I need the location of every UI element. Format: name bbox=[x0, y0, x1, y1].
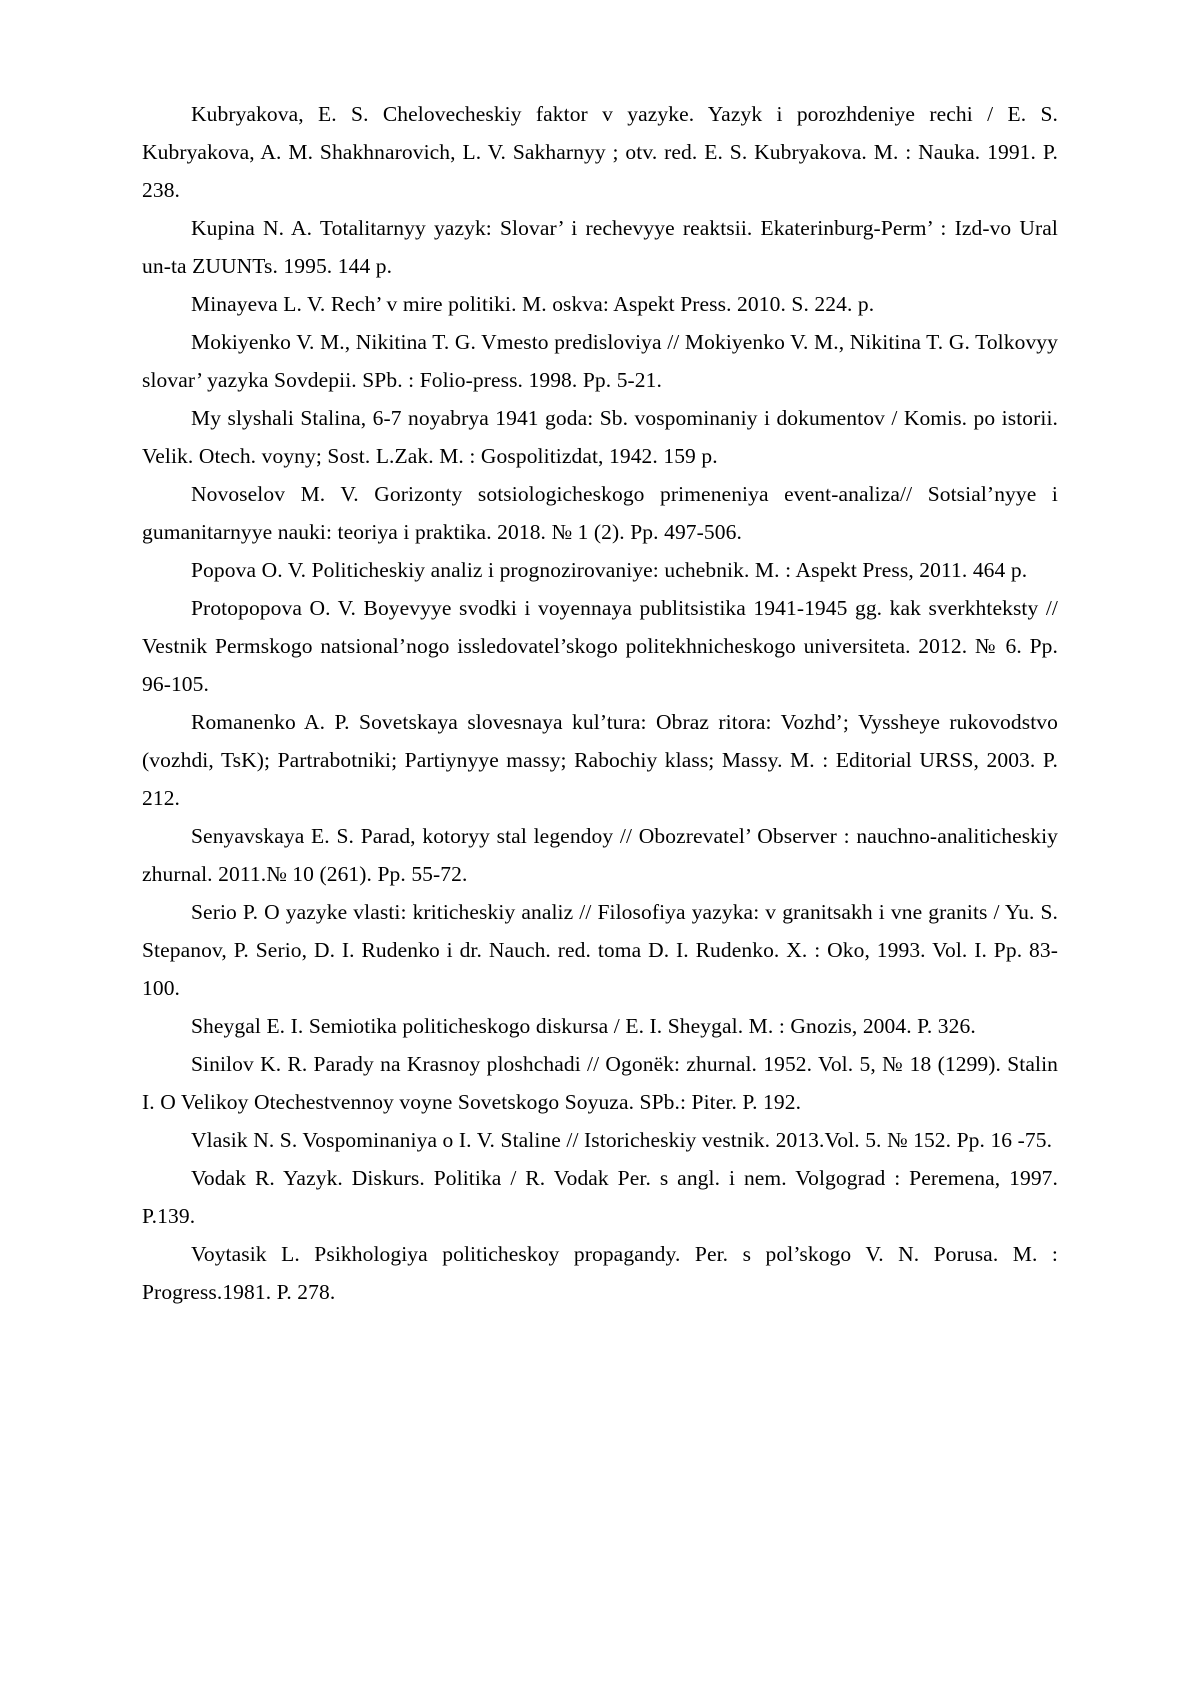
reference-entry: Romanenko A. P. Sovetskaya slovesnaya kul’tura: Obraz ritora: Vozhd’; Vyssheye rukovodstvo (vozhdi, TsK); Partrabotniki; Partiynyye massy; Rabochiy klass; Massy. M. : Editorial URSS, 2003. P. 212. bbox=[142, 710, 1058, 810]
reference-entry: Kupina N. A. Totalitarnyy yazyk: Slovar’ i rechevyye reaktsii. Ekaterinburg-Perm’ : Izd-vo Ural un-ta ZUUNTs. 1995. 144 p. bbox=[142, 216, 1058, 278]
reference-entry: Kubryakova, E. S. Chelovecheskiy faktor v yazyke. Yazyk i porozhdeniye rechi / E. S. Kubryakova, A. M. Shakhnarovich, L. V. Sakharnyy ; otv. red. E. S. Kubryakova. M. : Nauka. 1991. P. 238. bbox=[142, 102, 1058, 202]
reference-entry: Vlasik N. S. Vospominaniya o I. V. Staline // Istoricheskiy vestnik. 2013.Vol. 5. № 152. Pp. 16 -75. bbox=[191, 1128, 1053, 1152]
reference-entry: Protopopova O. V. Boyevyye svodki i voyennaya publitsistika 1941-1945 gg. kak sverkhteksty // Vestnik Permskogo natsional’nogo issledovatel’skogo politekhnicheskogo universiteta. 2012. № 6. Pp. 96-105. bbox=[142, 596, 1058, 696]
reference-entry: Voytasik L. Psikhologiya politicheskoy propagandy. Per. s pol’skogo V. N. Porusa. M. : Progress.1981. P. 278. bbox=[142, 1242, 1058, 1304]
reference-entry: Serio P. O yazyke vlasti: kriticheskiy analiz // Filosofiya yazyka: v granitsakh i vne granits / Yu. S. Stepanov, P. Serio, D. I. Rudenko i dr. Nauch. red. toma D. I. Rudenko. X. : Oko, 1993. Vol. I. Pp. 83-100. bbox=[142, 900, 1058, 1000]
reference-entry: My slyshali Stalina, 6-7 noyabrya 1941 goda: Sb. vospominaniy i dokumentov / Komis. po istorii. Velik. Otech. voyny; Sost. L.Zak. M. : Gospolitizdat, 1942. 159 p. bbox=[142, 406, 1058, 468]
reference-entry: Novoselov M. V. Gorizonty sotsiologicheskogo primeneniya event-analiza// Sotsial’nyye i gumanitarnyye nauki: teoriya i praktika. 2018. № 1 (2). Pp. 497-506. bbox=[142, 482, 1058, 544]
reference-entry: Vodak R. Yazyk. Diskurs. Politika / R. Vodak Per. s angl. i nem. Volgograd : Peremena, 1997. P.139. bbox=[142, 1166, 1058, 1228]
reference-entry: Sheygal E. I. Semiotika politicheskogo diskursa / E. I. Sheygal. M. : Gnozis, 2004. P. 326. bbox=[191, 1014, 976, 1038]
reference-entry: Sinilov K. R. Parady na Krasnoy ploshchadi // Ogonëk: zhurnal. 1952. Vol. 5, № 18 (1299). Stalin I. O Velikoy Otechestvennoy voyne Sovetskogo Soyuza. SPb.: Piter. P. 192. bbox=[142, 1052, 1058, 1114]
reference-entry: Senyavskaya E. S. Parad, kotoryy stal legendoy // Obozrevatel’ Observer : nauchno-analiticheskiy zhurnal. 2011.№ 10 (261). Pp. 55-72. bbox=[142, 824, 1058, 886]
reference-entry: Popova O. V. Politicheskiy analiz i prognozirovaniye: uchebnik. M. : Aspekt Press, 2011. 464 p. bbox=[191, 558, 1028, 582]
reference-entry: Mokiyenko V. M., Nikitina T. G. Vmesto predisloviya // Mokiyenko V. M., Nikitina T. G. Tolkovyy slovar’ yazyka Sovdepii. SPb. : Folio-press. 1998. Pp. 5-21. bbox=[142, 330, 1058, 392]
reference-entry: Minayeva L. V. Rech’ v mire politiki. M. oskva: Aspekt Press. 2010. S. 224. p. bbox=[191, 292, 875, 316]
